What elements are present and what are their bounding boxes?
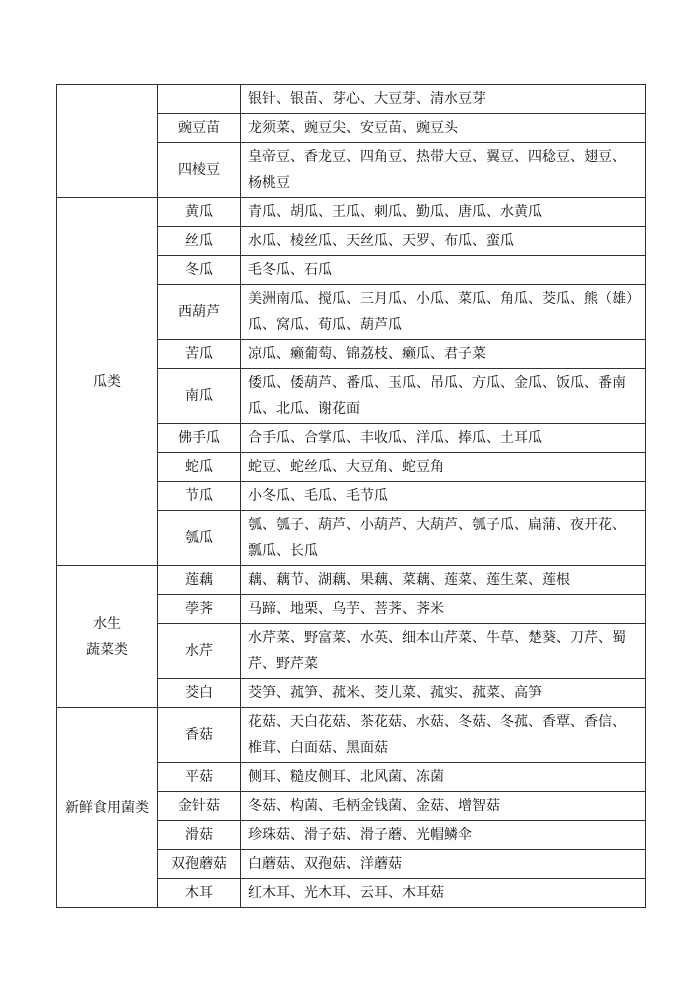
vegetable-aliases: 珍珠菇、滑子菇、滑子蘑、光帽鳞伞 xyxy=(241,821,646,850)
vegetable-name: 豌豆苗 xyxy=(158,114,241,143)
vegetable-name: 双孢蘑菇 xyxy=(158,850,241,879)
vegetable-name: 苦瓜 xyxy=(158,340,241,369)
vegetable-aliases: 红木耳、光木耳、云耳、木耳菇 xyxy=(241,879,646,908)
vegetable-name: 木耳 xyxy=(158,879,241,908)
vegetable-name: 平菇 xyxy=(158,763,241,792)
vegetable-name: 丝瓜 xyxy=(158,227,241,256)
vegetable-aliases: 水芹菜、野富菜、水英、细本山芹菜、牛草、楚葵、刀芹、蜀芹、野芹菜 xyxy=(241,624,646,679)
vegetable-aliases: 侧耳、糙皮侧耳、北风菌、冻菌 xyxy=(241,763,646,792)
vegetable-aliases: 冬菇、构菌、毛柄金钱菌、金菇、增智菇 xyxy=(241,792,646,821)
table-row xyxy=(57,708,646,763)
vegetable-aliases: 水瓜、棱丝瓜、天丝瓜、天罗、布瓜、蛮瓜 xyxy=(241,227,646,256)
vegetable-name xyxy=(158,85,241,114)
vegetable-aliases: 毛冬瓜、石瓜 xyxy=(241,256,646,285)
vegetable-aliases: 青瓜、胡瓜、王瓜、刺瓜、勤瓜、唐瓜、水黄瓜 xyxy=(241,198,646,227)
vegetable-aliases: 花菇、天白花菇、茶花菇、水菇、冬菇、冬菰、香覃、香信、椎茸、白面菇、黑面菇 xyxy=(241,708,646,763)
vegetable-aliases: 合手瓜、合掌瓜、丰收瓜、洋瓜、捧瓜、土耳瓜 xyxy=(241,424,646,453)
vegetable-name: 蛇瓜 xyxy=(158,453,241,482)
vegetable-aliases: 蛇豆、蛇丝瓜、大豆角、蛇豆角 xyxy=(241,453,646,482)
vegetable-name: 金针菇 xyxy=(158,792,241,821)
vegetable-aliases: 美洲南瓜、搅瓜、三月瓜、小瓜、菜瓜、角瓜、茭瓜、熊（雄）瓜、窝瓜、荀瓜、葫芦瓜 xyxy=(241,285,646,340)
category-cell: 瓜类 xyxy=(57,198,158,566)
table-row xyxy=(57,566,646,595)
vegetable-name: 茭白 xyxy=(158,679,241,708)
vegetable-name: 香菇 xyxy=(158,708,241,763)
vegetable-name: 滑菇 xyxy=(158,821,241,850)
vegetable-aliases: 藕、藕节、湖藕、果藕、菜藕、莲菜、莲生菜、莲根 xyxy=(241,566,646,595)
vegetable-alias-table xyxy=(56,84,646,908)
category-cell: 水生 蔬菜类 xyxy=(57,566,158,708)
vegetable-name: 瓠瓜 xyxy=(158,511,241,566)
vegetable-aliases: 银针、银苗、芽心、大豆芽、清水豆芽 xyxy=(241,85,646,114)
vegetable-name: 莲藕 xyxy=(158,566,241,595)
vegetable-name: 四棱豆 xyxy=(158,143,241,198)
vegetable-aliases: 皇帝豆、香龙豆、四角豆、热带大豆、翼豆、四稔豆、翅豆、杨桃豆 xyxy=(241,143,646,198)
vegetable-name: 节瓜 xyxy=(158,482,241,511)
vegetable-name: 西葫芦 xyxy=(158,285,241,340)
category-cell: 新鲜食用菌类 xyxy=(57,708,158,908)
vegetable-aliases: 倭瓜、倭葫芦、番瓜、玉瓜、吊瓜、方瓜、金瓜、饭瓜、番南瓜、北瓜、谢花面 xyxy=(241,369,646,424)
table-row xyxy=(57,198,646,227)
vegetable-name: 黄瓜 xyxy=(158,198,241,227)
vegetable-aliases: 马蹄、地栗、乌芋、菩荠、荠米 xyxy=(241,595,646,624)
vegetable-aliases: 龙须菜、豌豆尖、安豆苗、豌豆头 xyxy=(241,114,646,143)
vegetable-aliases: 凉瓜、癞葡萄、锦荔枝、癞瓜、君子菜 xyxy=(241,340,646,369)
vegetable-name: 南瓜 xyxy=(158,369,241,424)
vegetable-name: 冬瓜 xyxy=(158,256,241,285)
vegetable-name: 佛手瓜 xyxy=(158,424,241,453)
category-cell xyxy=(57,85,158,198)
vegetable-name: 水芹 xyxy=(158,624,241,679)
vegetable-aliases: 小冬瓜、毛瓜、毛节瓜 xyxy=(241,482,646,511)
vegetable-aliases: 茭笋、菰笋、菰米、茭儿菜、菰实、菰菜、高笋 xyxy=(241,679,646,708)
vegetable-name: 荸荠 xyxy=(158,595,241,624)
vegetable-aliases: 瓠、瓠子、葫芦、小葫芦、大葫芦、瓠子瓜、扁蒲、夜开花、瓢瓜、长瓜 xyxy=(241,511,646,566)
table-row xyxy=(57,85,646,114)
vegetable-aliases: 白蘑菇、双孢菇、洋蘑菇 xyxy=(241,850,646,879)
